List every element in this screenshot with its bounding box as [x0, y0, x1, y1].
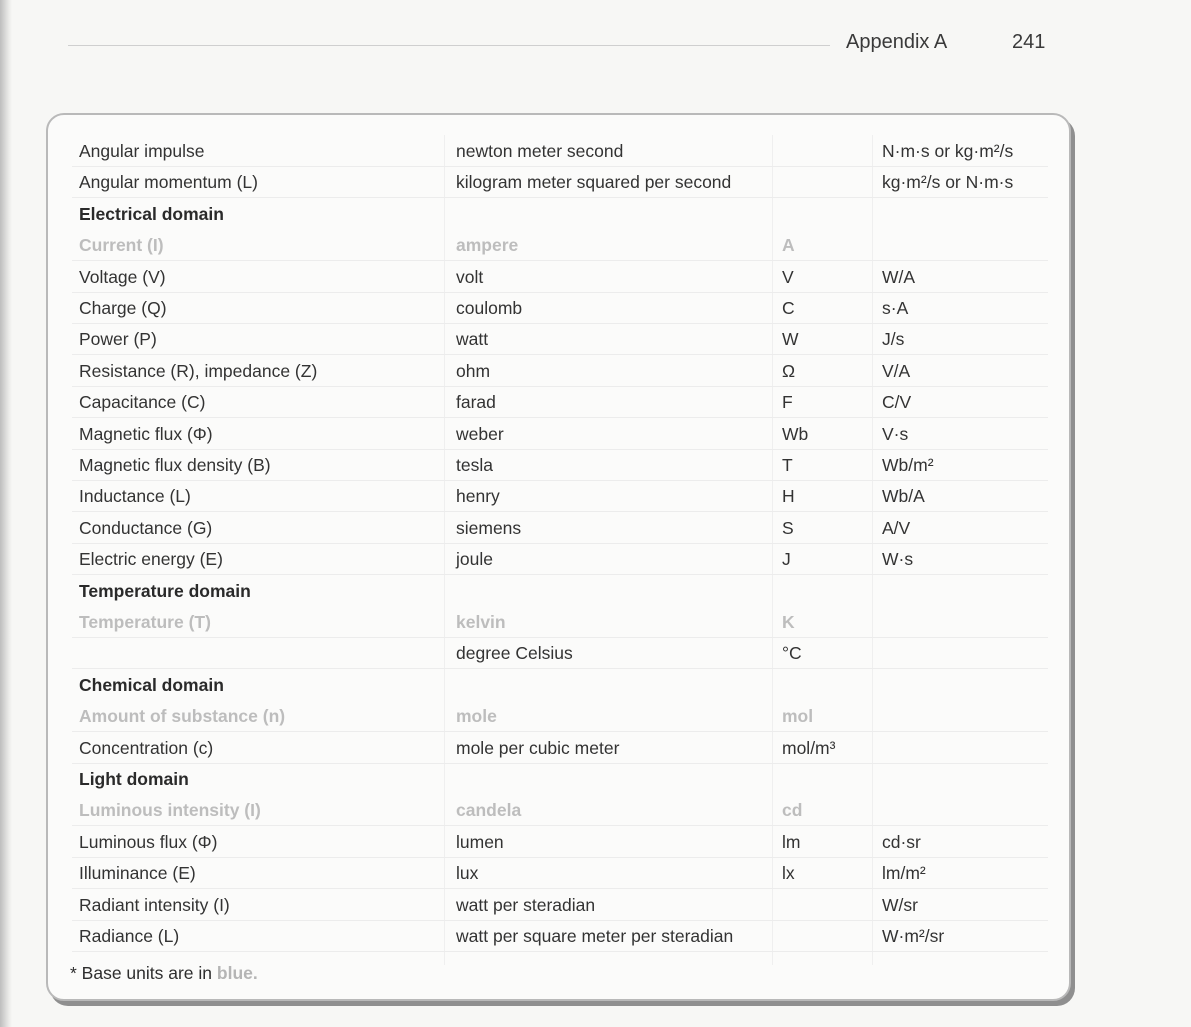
table-row — [48, 262, 1073, 293]
table-row — [48, 890, 1073, 921]
unit-name-cell: ampere — [456, 235, 519, 256]
footnote — [70, 963, 258, 984]
derived-unit-cell: Wb/A — [882, 486, 925, 507]
quantity-cell: Voltage (V) — [79, 266, 166, 287]
unit-name-cell: watt per square meter per steradian — [456, 926, 734, 946]
derived-unit-cell: W/sr — [882, 894, 918, 915]
unit-symbol-cell: cd — [782, 800, 803, 821]
quantity-cell: Magnetic flux (Φ) — [79, 423, 213, 444]
derived-unit-cell: V·s — [882, 423, 909, 444]
unit-name-cell: kelvin — [456, 612, 506, 632]
quantity-cell: Radiance (L) — [79, 926, 180, 946]
quantity-cell: Inductance (L) — [79, 486, 191, 507]
unit-name-cell: henry — [456, 486, 500, 507]
unit-name-cell: tesla — [456, 455, 493, 475]
unit-symbol-cell: mol — [782, 706, 814, 727]
table-row — [48, 701, 1073, 732]
table-row — [48, 544, 1073, 575]
table-row — [48, 733, 1073, 764]
derived-unit-cell: V/A — [882, 360, 911, 381]
unit-symbol-cell: W — [782, 329, 799, 350]
quantity-cell: Concentration (c) — [79, 737, 214, 758]
unit-name-cell: lux — [456, 863, 479, 884]
table-row — [48, 513, 1073, 544]
derived-unit-cell: kg·m²/s or N·m·s — [882, 172, 1014, 193]
quantity-cell: Luminous intensity (I) — [79, 800, 261, 821]
quantity-cell: Power (P) — [79, 329, 157, 350]
derived-unit-cell: C/V — [882, 392, 912, 413]
table-row — [48, 419, 1073, 450]
unit-symbol-cell: V — [782, 266, 794, 287]
quantity-cell: Resistance (R), impedance (Z) — [79, 360, 318, 381]
unit-name-cell: mole — [456, 706, 497, 727]
quantity-cell: Illuminance (E) — [79, 863, 196, 884]
unit-symbol-cell: Ω — [782, 360, 796, 381]
table-row — [48, 167, 1073, 198]
unit-name-cell: farad — [456, 392, 496, 413]
quantity-cell: Luminous flux (Φ) — [79, 831, 218, 852]
table-row — [48, 795, 1073, 826]
table-row — [48, 136, 1073, 167]
unit-name-cell: degree Celsius — [456, 643, 573, 664]
quantity-cell: Magnetic flux density (B) — [79, 455, 271, 475]
quantity-cell: Temperature (T) — [79, 612, 211, 632]
unit-symbol-cell: A — [782, 235, 795, 256]
derived-unit-cell: W/A — [882, 266, 916, 287]
unit-symbol-cell: mol/m³ — [782, 737, 836, 758]
unit-symbol-cell: K — [782, 612, 795, 632]
quantity-cell: Angular impulse — [79, 141, 205, 161]
running-header-section: Appendix A — [846, 31, 948, 53]
unit-name-cell: weber — [456, 423, 504, 444]
unit-name-cell: joule — [456, 549, 493, 570]
table-row — [48, 921, 1073, 952]
derived-unit-cell: cd·sr — [882, 831, 921, 852]
unit-name-cell: watt — [456, 329, 489, 350]
unit-symbol-cell: T — [782, 455, 793, 475]
table-row — [48, 324, 1073, 355]
unit-symbol-cell: C — [782, 298, 795, 318]
derived-unit-cell: A/V — [882, 517, 911, 538]
quantity-cell: Radiant intensity (I) — [79, 894, 230, 915]
footnote-highlight: blue. — [216, 963, 258, 983]
section-heading-row — [48, 670, 1073, 701]
quantity-cell: Temperature domain — [79, 580, 251, 601]
table-row — [48, 607, 1073, 638]
table-row — [48, 858, 1073, 889]
quantity-cell: Electrical domain — [79, 203, 224, 224]
table-row — [48, 450, 1073, 481]
units-table-panel — [46, 113, 1071, 1001]
derived-unit-cell: W·s — [882, 549, 914, 570]
unit-symbol-cell: lm — [782, 831, 801, 852]
unit-name-cell: watt per steradian — [456, 894, 596, 915]
unit-symbol-cell: °C — [782, 643, 802, 664]
unit-symbol-cell: lx — [782, 863, 795, 884]
unit-name-cell: volt — [456, 266, 484, 287]
quantity-cell: Conductance (G) — [79, 517, 213, 538]
quantity-cell: Chemical domain — [79, 674, 224, 695]
page-number: 241 — [1012, 31, 1046, 53]
section-heading-row — [48, 764, 1073, 795]
unit-name-cell: candela — [456, 800, 522, 821]
quantity-cell: Capacitance (C) — [79, 392, 206, 413]
derived-unit-cell: N·m·s or kg·m²/s — [882, 141, 1014, 161]
derived-unit-cell: lm/m² — [882, 863, 926, 884]
table-row — [48, 638, 1073, 669]
unit-name-cell: mole per cubic meter — [456, 737, 620, 758]
table-row — [48, 293, 1073, 324]
derived-unit-cell: J/s — [882, 329, 905, 350]
unit-name-cell: lumen — [456, 831, 504, 852]
unit-symbol-cell: S — [782, 517, 794, 538]
unit-name-cell: ohm — [456, 360, 491, 381]
unit-symbol-cell: F — [782, 392, 793, 413]
table-row — [48, 827, 1073, 858]
table-row — [48, 481, 1073, 512]
unit-name-cell: coulomb — [456, 298, 523, 318]
quantity-cell: Angular momentum (L) — [79, 172, 258, 193]
table-row — [48, 387, 1073, 418]
unit-name-cell: kilogram meter squared per second — [456, 172, 732, 193]
unit-symbol-cell: J — [782, 549, 791, 570]
quantity-cell: Amount of substance (n) — [79, 706, 286, 727]
derived-unit-cell: W·m²/sr — [882, 926, 945, 946]
unit-symbol-cell: Wb — [782, 423, 809, 444]
section-heading-row — [48, 199, 1073, 230]
quantity-cell: Electric energy (E) — [79, 549, 223, 570]
table-row — [48, 356, 1073, 387]
unit-name-cell: newton meter second — [456, 141, 624, 161]
footnote-text: * Base units are in — [70, 963, 217, 983]
unit-symbol-cell: H — [782, 486, 795, 507]
quantity-cell: Charge (Q) — [79, 298, 167, 318]
section-heading-row — [48, 576, 1073, 607]
derived-unit-cell: Wb/m² — [882, 455, 934, 475]
page-spine-shadow — [0, 0, 12, 1027]
quantity-cell: Light domain — [79, 769, 189, 789]
derived-unit-cell: s·A — [882, 298, 909, 318]
quantity-cell: Current (I) — [79, 235, 164, 256]
table-row — [48, 230, 1073, 261]
header-rule — [68, 45, 830, 46]
unit-name-cell: siemens — [456, 517, 522, 538]
